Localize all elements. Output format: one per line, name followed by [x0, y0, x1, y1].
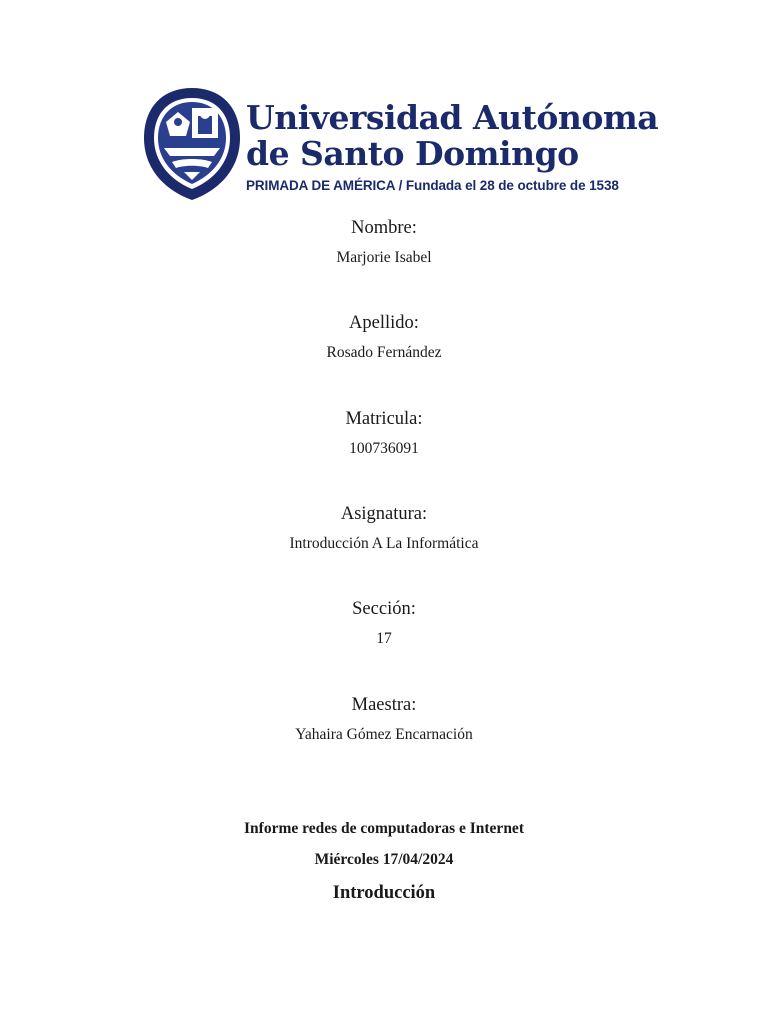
section-heading: Introducción — [332, 883, 436, 903]
report-title: Informe redes de computadoras e Internet — [244, 820, 524, 837]
field-label: Sección: — [352, 599, 416, 619]
field-label: Maestra: — [351, 695, 417, 715]
field-label: Asignatura: — [340, 504, 428, 524]
university-header — [142, 86, 659, 206]
field-value: 100736091 — [349, 440, 419, 457]
field-label: Apellido: — [349, 313, 419, 333]
field-seccion — [0, 597, 768, 649]
university-name — [246, 98, 659, 173]
field-value: Rosado Fernández — [326, 344, 442, 361]
field-maestra — [0, 693, 768, 745]
field-value: 17 — [376, 630, 392, 647]
university-seal-icon — [142, 86, 242, 202]
field-matricula — [0, 407, 768, 459]
field-value: Yahaira Gómez Encarnación — [295, 726, 473, 743]
field-apellido — [0, 311, 768, 363]
university-tagline: PRIMADA DE AMÉRICA / Fundada el 28 de octubre de 1538 — [246, 178, 619, 193]
field-nombre — [0, 216, 768, 268]
field-asignatura — [0, 502, 768, 554]
report-date: Miércoles 17/04/2024 — [314, 851, 454, 868]
university-name-line2: de Santo Domingo — [246, 134, 579, 173]
field-label: Nombre: — [351, 218, 417, 238]
field-label: Matricula: — [345, 409, 423, 429]
field-value: Introducción A La Informática — [289, 535, 479, 552]
field-value: Marjorie Isabel — [336, 249, 432, 266]
university-name-line1: Universidad Autónoma — [246, 98, 659, 137]
